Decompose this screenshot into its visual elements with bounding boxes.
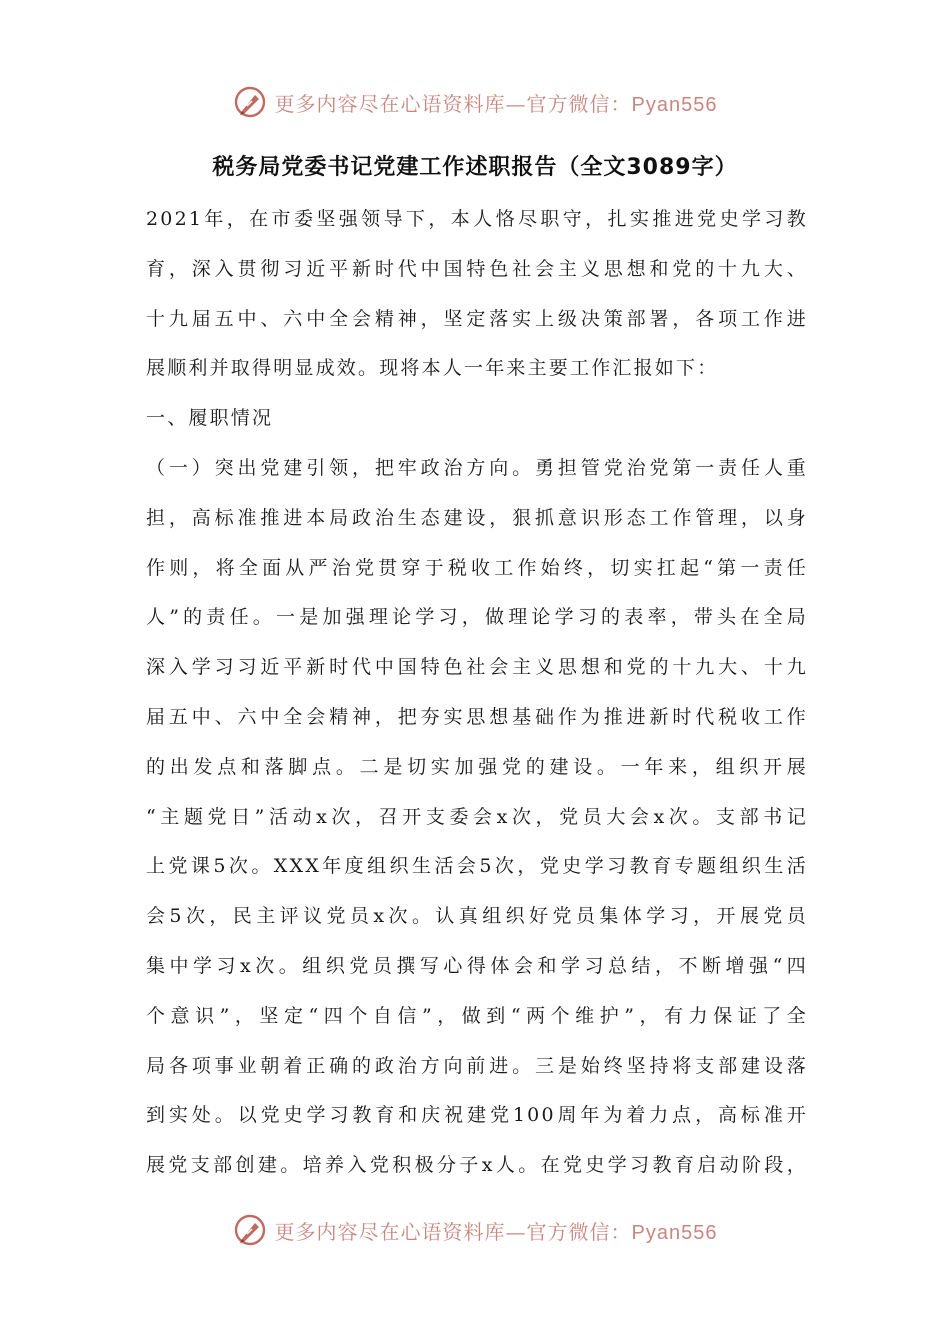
body-line: 会5次，民主评议党员x次。认真组织好党员集体学习，开展党员: [146, 905, 808, 928]
body-line: 届五中、六中全会精神，把夯实思想基础作为推进新时代税收工作: [146, 705, 808, 728]
body-line: 人”的责任。一是加强理论学习，做理论学习的表率，带头在全局: [146, 606, 808, 629]
body-line: 到实处。以党史学习教育和庆祝建党100周年为着力点，高标准开: [146, 1104, 808, 1127]
pen-nib-circle-icon: [233, 1213, 267, 1247]
banner-wechat-id: Pyan556: [631, 93, 718, 116]
body-line: 局各项事业朝着正确的政治方向前进。三是始终坚持将支部建设落: [146, 1054, 808, 1077]
body-line: 十九届五中、六中全会精神，坚定落实上级决策部署，各项工作进: [146, 307, 808, 330]
pen-nib-circle-icon: [233, 85, 267, 119]
body-line: 2021年，在市委坚强领导下，本人恪尽职守，扎实推进党史学习教: [146, 208, 808, 230]
body-line: 展党支部创建。培养入党积极分子x人。在党史学习教育启动阶段，: [146, 1154, 808, 1177]
document-title: 税务局党委书记党建工作述职报告（全文3089字）: [212, 155, 738, 180]
body-line: 作则，将全面从严治党贯穿于税收工作始终，切实扛起“第一责任: [146, 556, 808, 579]
banner-text: [275, 88, 718, 117]
banner-text-cn: 更多内容尽在心语资料库—官方微信：: [274, 1219, 632, 1244]
body-line: 担，高标准推进本局政治生态建设，狠抓意识形态工作管理，以身: [146, 506, 808, 529]
banner-wechat-id: Pyan556: [631, 1221, 718, 1244]
banner-text: [275, 1216, 718, 1245]
body-line: “主题党日”活动x次，召开支委会x次，党员大会x次。支部书记: [146, 805, 808, 828]
body-line: （一）突出党建引领，把牢政治方向。勇担管党治党第一责任人重: [146, 456, 808, 479]
body-line: 深入学习习近平新时代中国特色社会主义思想和党的十九大、十九: [146, 656, 808, 679]
footer-banner: [0, 1208, 950, 1252]
banner-text-cn: 更多内容尽在心语资料库—官方微信：: [274, 91, 632, 116]
body-line: 上党课5次。XXX年度组织生活会5次，党史学习教育专题组织生活: [146, 855, 808, 878]
body-line: 育，深入贯彻习近平新时代中国特色社会主义思想和党的十九大、: [146, 257, 808, 280]
body-line: 展顺利并取得明显成效。现将本人一年来主要工作汇报如下：: [146, 357, 719, 380]
body-line: 个意识”，坚定“四个自信”，做到“两个维护”，有力保证了全: [146, 1004, 808, 1027]
section-heading: 一、履职情况: [146, 407, 274, 430]
header-banner: [0, 80, 950, 124]
document-body: [146, 195, 808, 1191]
body-line: 集中学习x次。组织党员撰写心得体会和学习总结，不断增强“四: [146, 954, 808, 977]
body-line: 的出发点和落脚点。二是切实加强党的建设。一年来，组织开展: [146, 755, 808, 778]
